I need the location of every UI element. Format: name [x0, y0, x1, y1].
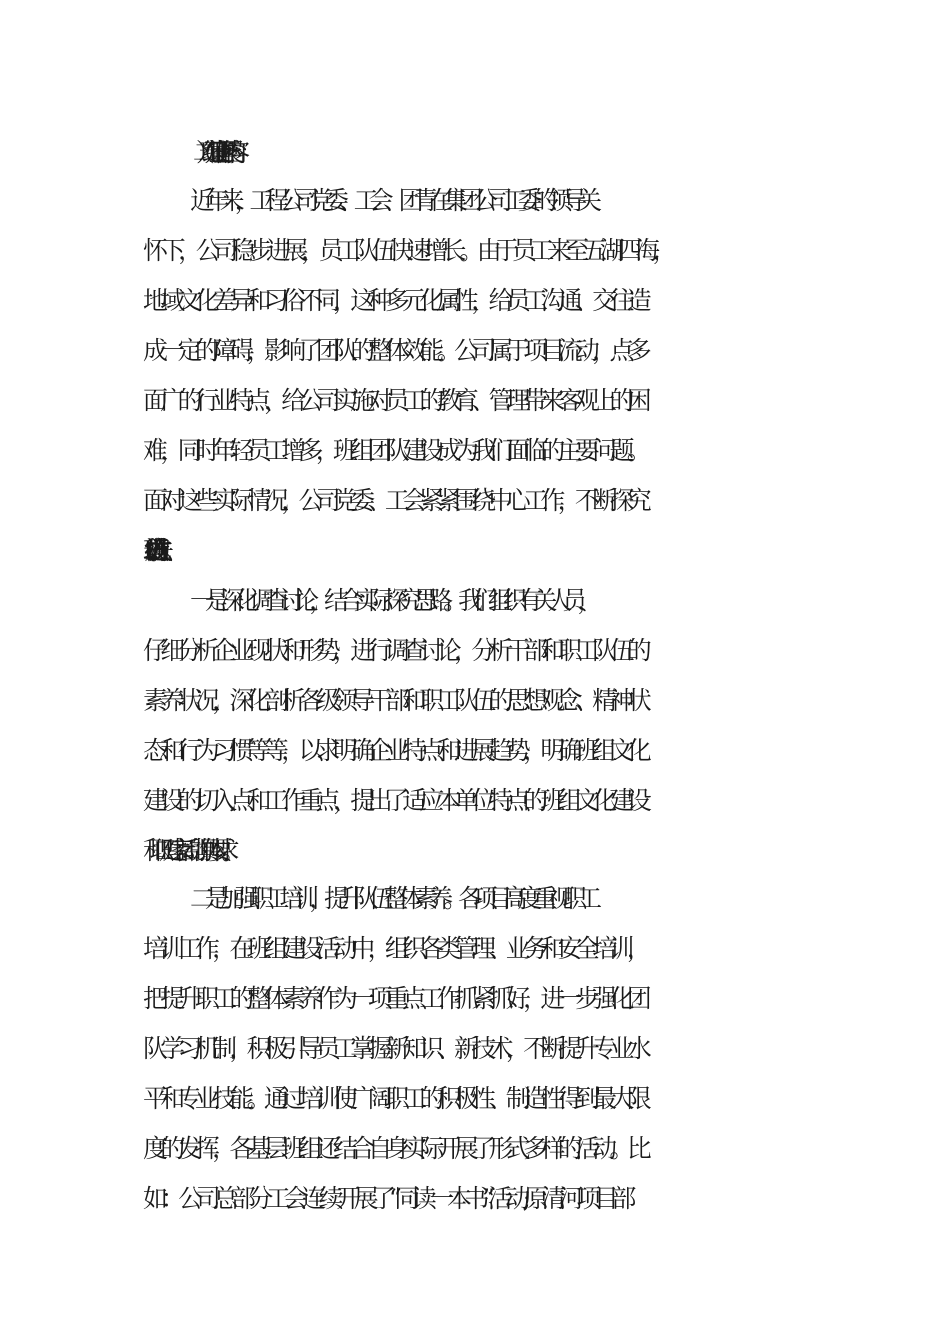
paragraph-1-line-1: 近年来，工程公司党委、工会、团青在集团公司工委的领导关	[190, 186, 593, 215]
paragraph-3-line-2: 培训工作，在班组建设活动中，组织各类管理、业务和安全培训，	[143, 934, 645, 963]
paragraph-2-line-4: 态和行为习惯等等，以求明确企业特点和进展趋势，明确班组文化	[143, 736, 645, 765]
paragraph-1-line-7: 面对这些实际情况，公司党委、工会紧紧围绕中心工作，不断探究	[143, 486, 645, 515]
paragraph-2-line-5: 建设的切入点和工作重点，提出了适应本单位特点的班组文化建设	[143, 786, 645, 815]
paragraph-2-line-3: 素养状况，深化剖析各级领导干部和职工队伍的思想观念、精神状	[143, 686, 645, 715]
paragraph-1-line-4: 成一定的障碍，影响了团队的整体效能。公司属于项目流动，点多	[143, 336, 645, 365]
paragraph-1-line-6: 难，同时年轻员工增多，班组团队建设成为我们面临的主要问题。	[143, 436, 645, 465]
paragraph-1-line-8: 班组建设的方式方法。	[143, 536, 151, 565]
paragraph-1-line-2: 怀下，公司稳步进展，员工队伍快速增长。由于员工来至五湖四海，	[143, 236, 671, 265]
paragraph-3-line-6: 度的发挥，各基层班组还结合自身实际开展了形式多样的活动。比	[143, 1134, 645, 1163]
paragraph-2-line-1: 一是深化调查讨论，结合实际探究思路。我们组织有关人员，	[190, 586, 593, 615]
paragraph-2-line-2: 仔细分析企业现状和形势，进行调查讨论，分析干部和职工队伍的	[143, 636, 645, 665]
paragraph-1-line-3: 地域文化差异和习俗不同，这种多元化属性，给员工沟通、交往造	[143, 286, 645, 315]
paragraph-1-line-5: 面广的行业特点，给公司实施对员工的教育、管理带来客观上的困	[143, 386, 645, 415]
paragraph-3-line-5: 平和专业技能。通过培训使广阔职工的积极性、制造性得到最大限	[143, 1084, 645, 1113]
paragraph-3-line-4: 队学习机制，积极引导员工掌握新知识、新技术，不断提升专业水	[143, 1034, 645, 1063]
section-heading: （二）班组建设工作开展内容	[190, 138, 229, 167]
paragraph-3-line-1: 二是加强职工培训，提升队伍整体素养。各项目高度重视职工	[190, 884, 593, 913]
paragraph-3-line-3: 把提升职工的整体素养作为一项重点工作抓紧抓好，进一步强化团	[143, 984, 645, 1013]
paragraph-3-line-7: 如：公司总部分工会连续开展了“同读一本书”活动;原清河项目部	[143, 1184, 629, 1213]
paragraph-2-line-6: 和职工建家活动的具体要求。	[143, 836, 229, 865]
